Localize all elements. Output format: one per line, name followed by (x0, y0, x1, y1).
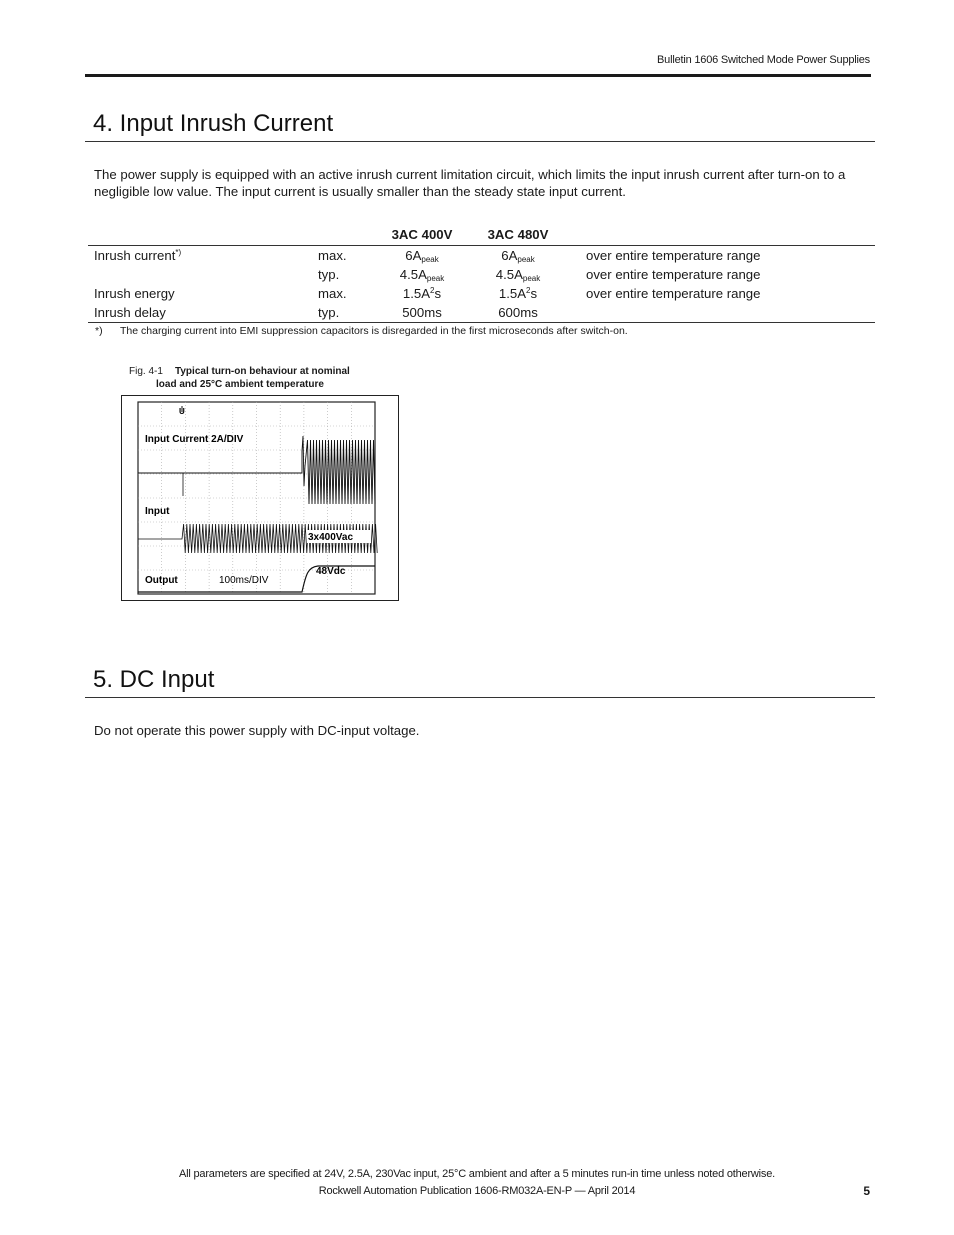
note-cell: over entire temperature range (586, 286, 761, 301)
value-480v: $6A_{peak}$ (501, 247, 535, 264)
inrush-paragraph: The power supply is equipped with an active inrush current limitation circuit, which limits the input inrush current after turn-on to a negligible low value. The input current is usually smaller than the steady state input current. (94, 167, 846, 199)
output-value-label: 48Vdc (316, 566, 346, 577)
note-cell (566, 303, 875, 323)
value-480v: $4.5A_{peak}$ (495, 266, 541, 283)
note-cell: over entire temperature range (586, 248, 761, 263)
current-label: Input Current 2A/DIV (145, 434, 244, 445)
table-header-row (88, 224, 875, 246)
footnote-text: The charging current into EMI suppression capacitors is disregarded in the first microseconds after switch-on. (120, 325, 628, 337)
column-header (312, 224, 374, 246)
page-number: 5 (863, 1184, 870, 1198)
value-400v: $4.5A_{peak}$ (399, 266, 445, 283)
caption-line-2: load and 25°C ambient temperature (156, 379, 324, 390)
footer-note: All parameters are specified at 24V, 2.5A, 230Vac input, 25°C ambient and after a 5 minutes run-in time unless noted otherwise. (179, 1168, 775, 1180)
value-480v: $1.5A^2s$ (498, 286, 538, 301)
note-cell: over entire temperature range (586, 267, 761, 282)
header-rule (85, 74, 871, 77)
param-cell: Inrush energy (94, 286, 175, 301)
caption-line-1: Typical turn-on behaviour at nominal (175, 366, 350, 377)
column-header (88, 224, 312, 246)
value-400v: $1.5A^2s$ (402, 286, 442, 301)
dc-input-paragraph: Do not operate this power supply with DC-input voltage. (94, 723, 420, 738)
param-cell: Inrush delay (88, 303, 312, 323)
type-cell: max. (318, 248, 347, 263)
column-header-480v: 3AC 480V (470, 224, 566, 246)
oscilloscope-figure (121, 395, 399, 601)
inrush-spec-table (88, 224, 875, 323)
section-title-inrush: 4. Input Inrush Current (93, 110, 334, 137)
section-title-dc-input: 5. DC Input (93, 666, 215, 693)
oscilloscope-trace (122, 396, 398, 600)
value-480v: 600ms (470, 303, 566, 323)
type-cell: typ. (312, 303, 374, 323)
table-footnote (95, 325, 628, 337)
trigger-marker: U (179, 407, 185, 416)
column-header (566, 224, 875, 246)
column-header-400v: 3AC 400V (374, 224, 470, 246)
value-400v: $6A_{peak}$ (405, 247, 439, 264)
section-rule (85, 697, 875, 698)
table-row (88, 284, 875, 303)
table-row (88, 265, 875, 284)
input-value-label: 3x400Vac (308, 532, 354, 543)
footnote-ref: *) (175, 248, 182, 257)
param-cell: Inrush current*) (94, 248, 182, 263)
footnote-mark: *) (95, 325, 103, 337)
figure-number: Fig. 4-1 (129, 366, 163, 377)
param-cell (88, 265, 312, 284)
table-row (88, 303, 875, 323)
type-cell: typ. (318, 267, 340, 282)
section-rule (85, 141, 875, 142)
table-row (88, 246, 875, 266)
running-header: Bulletin 1606 Switched Mode Power Supplies (657, 54, 870, 66)
output-label: Output (145, 575, 178, 586)
timebase-label: 100ms/DIV (219, 575, 269, 586)
input-label: Input (145, 506, 170, 517)
type-cell: max. (318, 286, 347, 301)
footer-publication: Rockwell Automation Publication 1606-RM032A-EN-P — April 2014 (318, 1185, 636, 1197)
figure-caption (129, 365, 350, 391)
value-400v: 500ms (374, 303, 470, 323)
input-current-trace (138, 436, 375, 504)
